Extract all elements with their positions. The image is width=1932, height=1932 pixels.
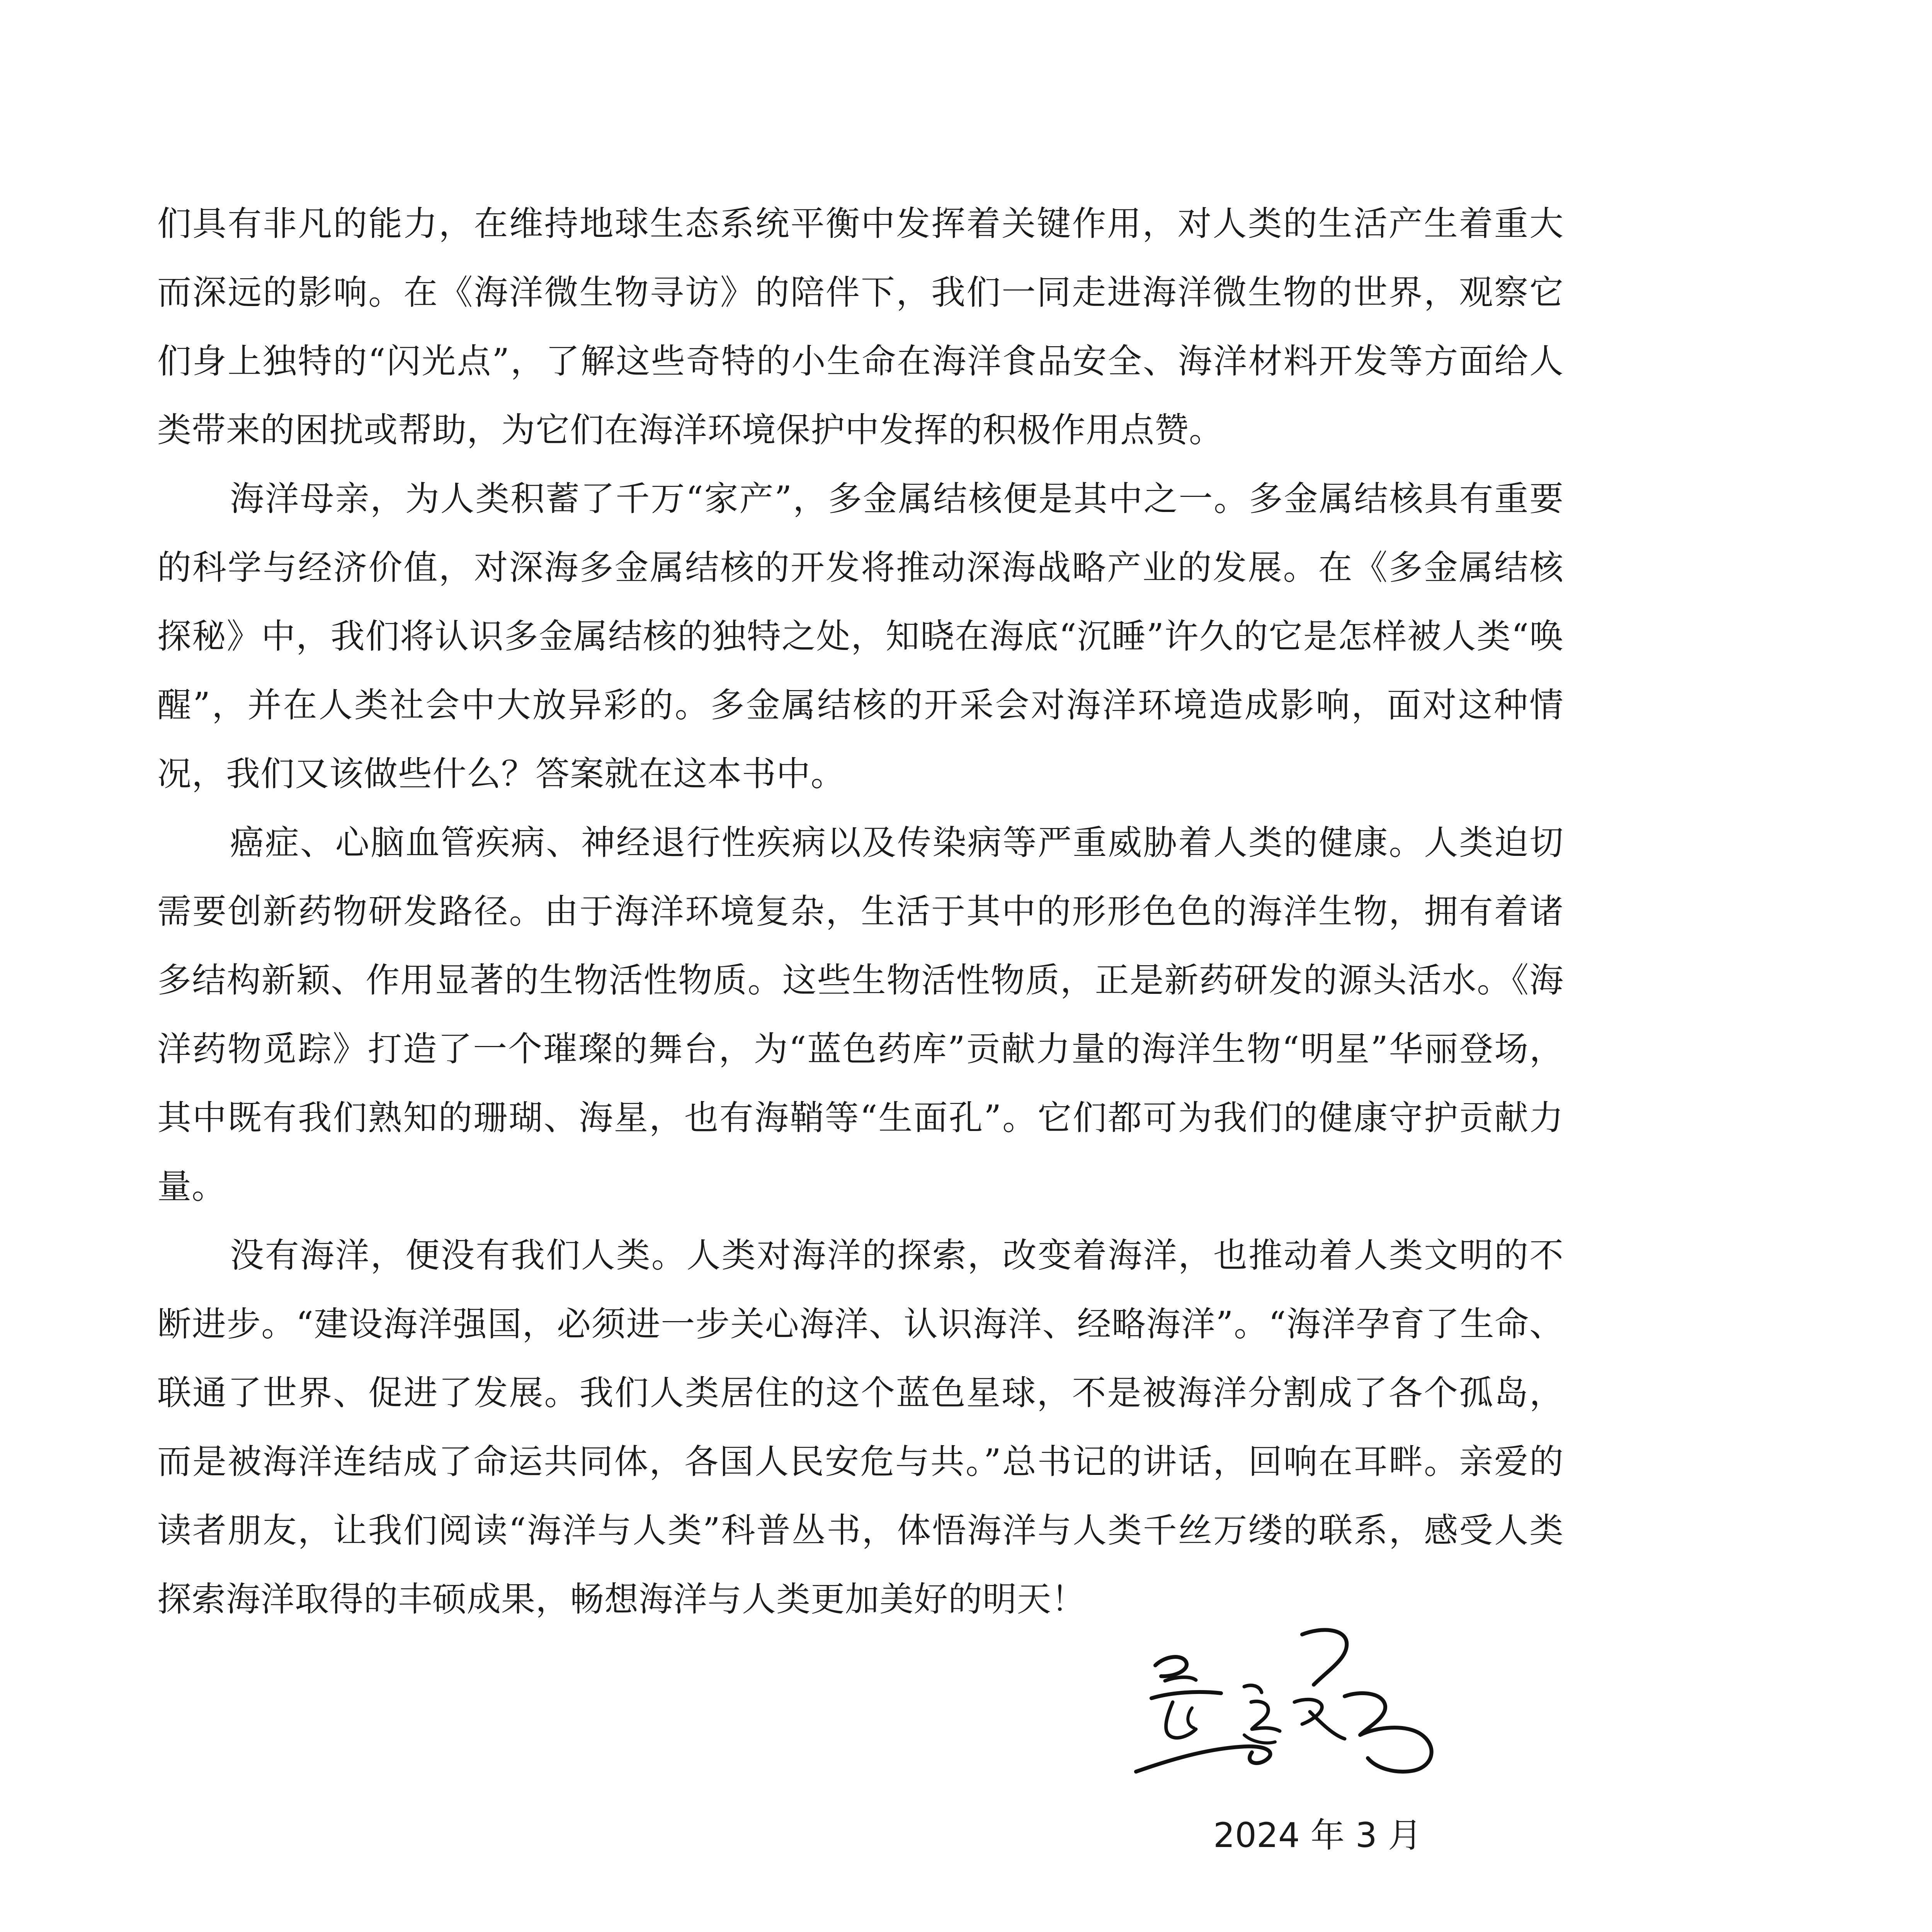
paragraph-3: 癌症、心脑血管疾病、神经退行性疾病以及传染病等严重威胁着人类的健康。人类迫切需要创新药物研发路径。由于海洋环境复杂，生活于其中的形形色色的海洋生物，拥有着诸多结构新颖、作用显著的生物活性物质。这些生物活性物质，正是新药研发的源头活水。《海洋药物觅踪》打造了一个璀璨的舞台，为“蓝色药库”贡献力量的海洋生物“明星”华丽登场，其中既有我们熟知的珊瑚、海星，也有海鞘等“生面孔”。它们都可为我们的健康守护贡献力量。 (157, 823, 1564, 1206)
date: 2024 年 3 月 (1213, 1815, 1422, 1855)
body-text (157, 189, 1564, 1634)
paragraph-4: 没有海洋，便没有我们人类。人类对海洋的探索，改变着海洋，也推动着人类文明的不断进步。“建设海洋强国，必须进一步关心海洋、认识海洋、经略海洋”。“海洋孕育了生命、联通了世界、促进了发展。我们人类居住的这个蓝色星球，不是被海洋分割成了各个孤岛，而是被海洋连结成了命运共同体，各国人民安危与共。”总书记的讲话，回响在耳畔。亲爱的读者朋友，让我们阅读“海洋与人类”科普丛书，体悟海洋与人类千丝万缕的联系，感受人类探索海洋取得的丰硕成果，畅想海洋与人类更加美好的明天！ (157, 1235, 1564, 1619)
handwritten-signature (1128, 1619, 1476, 1820)
paragraph-1: 们具有非凡的能力，在维持地球生态系统平衡中发挥着关键作用，对人类的生活产生着重大而深远的影响。在《海洋微生物寻访》的陪伴下，我们一同走进海洋微生物的世界，观察它们身上独特的“闪光点”，了解这些奇特的小生命在海洋食品安全、海洋材料开发等方面给人类带来的困扰或帮助，为它们在海洋环境保护中发挥的积极作用点赞。 (157, 204, 1564, 450)
paragraph-2: 海洋母亲，为人类积蓄了千万“家产”，多金属结核便是其中之一。多金属结核具有重要的科学与经济价值，对深海多金属结核的开发将推动深海战略产业的发展。在《多金属结核探秘》中，我们将认识多金属结核的独特之处，知晓在海底“沉睡”许久的它是怎样被人类“唤醒”，并在人类社会中大放异彩的。多金属结核的开采会对海洋环境造成影响，面对这种情况，我们又该做些什么？答案就在这本书中。 (157, 479, 1564, 794)
